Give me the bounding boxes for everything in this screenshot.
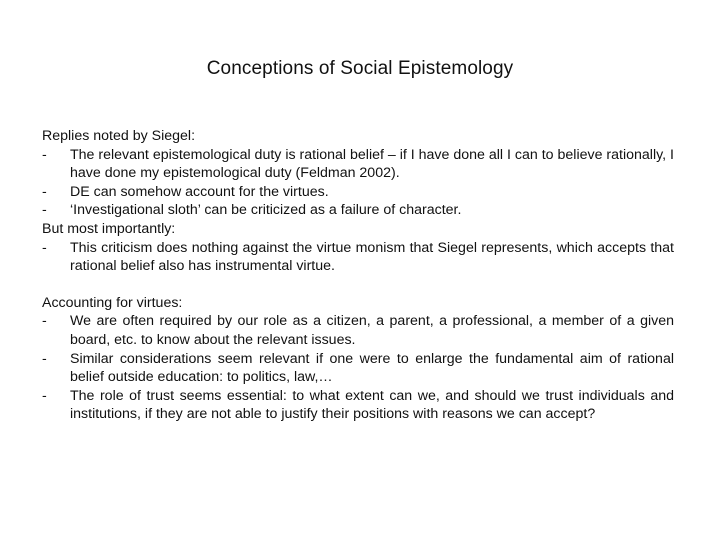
list-item	[42, 201, 674, 220]
bullet-text: DE can somehow account for the virtues.	[70, 183, 329, 200]
replies-section	[42, 127, 674, 276]
bullet-text: This criticism does nothing against the virtue monism that Siegel represents, which accepts that rational belief also has instrumental virtue.	[70, 239, 674, 275]
most-importantly-heading: But most importantly:	[42, 220, 176, 237]
list-item	[42, 239, 674, 276]
bullet-dash: -	[42, 313, 47, 330]
list-item	[42, 350, 674, 387]
list-item	[42, 183, 674, 202]
bullet-dash: -	[42, 350, 47, 367]
bullet-dash: -	[42, 183, 47, 200]
list-item	[42, 387, 674, 424]
bullet-text: We are often required by our role as a citizen, a parent, a professional, a member of a given board, etc. to know about the relevant issues.	[70, 313, 674, 348]
slide-title: Conceptions of Social Epistemology	[206, 58, 514, 79]
bullet-dash: -	[42, 146, 47, 163]
bullet-dash: -	[42, 202, 47, 219]
slide-body	[42, 127, 674, 424]
list-item	[42, 312, 674, 349]
bullet-text: The role of trust seems essential: to what extent can we, and should we trust individuals and institutions, if they are not able to justify their positions with reasons we can accept?	[70, 387, 674, 423]
replies-heading: Replies noted by Siegel:	[42, 128, 196, 144]
bullet-dash: -	[42, 239, 47, 256]
bullet-dash: -	[42, 387, 47, 404]
accounting-heading: Accounting for virtues:	[42, 294, 183, 311]
bullet-text: The relevant epistemological duty is rational belief – if I have done all I can to believe rationally, I have done my epistemological duty (Feldman 2002).	[70, 146, 674, 182]
list-item	[42, 146, 674, 183]
bullet-text: ‘Investigational sloth’ can be criticized as a failure of character.	[70, 202, 462, 219]
accounting-section	[42, 294, 674, 424]
bullet-text: Similar considerations seem relevant if one were to enlarge the fundamental aim of rational belief outside education: to politics, law,…	[70, 350, 674, 386]
